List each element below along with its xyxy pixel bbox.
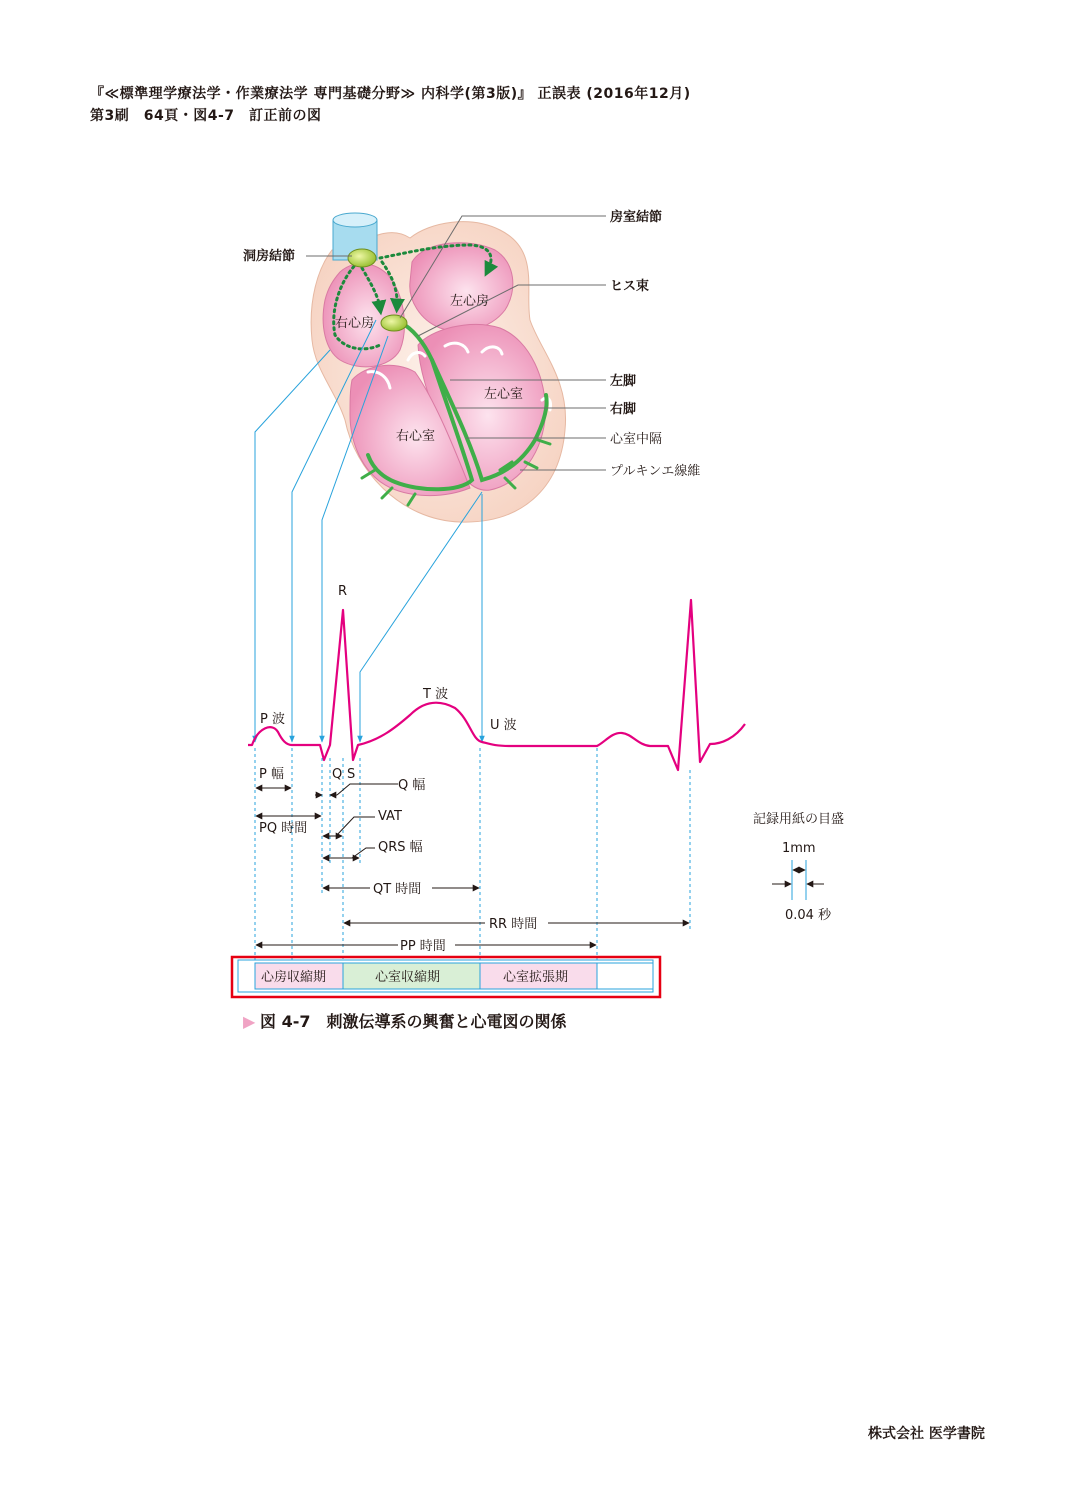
qrs-width-label: QRS 幅 (378, 840, 423, 855)
rr-time-label: RR 時間 (489, 917, 538, 932)
pq-time-label: PQ 時間 (259, 821, 308, 836)
av-node-label: 房室結節 (610, 210, 663, 225)
grid-scale-legend (753, 811, 844, 923)
right-ventricle-label: 右心室 (396, 429, 436, 444)
header-subtitle: 第3刷 64頁・図4-7 訂正前の図 (90, 108, 322, 124)
heart-diagram (311, 213, 565, 522)
ecg-trace (248, 600, 745, 770)
t-wave-label: T 波 (423, 687, 449, 702)
grid-scale-size: 1mm (782, 841, 816, 856)
phase-tail-cell (597, 963, 653, 989)
p-width-label: P 幅 (259, 767, 284, 782)
av-node (381, 315, 407, 331)
left-ventricle-label: 左心室 (484, 387, 524, 402)
right-bundle-label: 右脚 (610, 402, 637, 417)
septum-label: 心室中隔 (610, 432, 663, 447)
left-atrium (410, 243, 513, 331)
purkinje-label: プルキンエ線維 (610, 464, 701, 479)
phase-ventricular-systole-label: 心室収縮期 (375, 970, 441, 985)
header-title: 『≪標準理学療法学・作業療法学 専門基礎分野≫ 内科学(第3版)』 正誤表 (2016年12月) (90, 86, 691, 102)
grid-scale-title: 記録用紙の目盛 (753, 812, 845, 827)
interval-arrows (256, 784, 689, 945)
sa-node-label: 洞房結節 (243, 249, 296, 264)
right-atrium-label: 右心房 (335, 316, 375, 331)
figure-caption: 図 4-7 刺激伝導系の興奮と心電図の関係 (260, 1012, 567, 1031)
vat-label: VAT (378, 809, 402, 824)
left-atrium-label: 左心房 (450, 294, 490, 309)
caption-marker-icon: ▶ (243, 1012, 256, 1031)
left-bundle-label: 左脚 (610, 374, 637, 389)
sa-node (348, 249, 376, 267)
phase-ventricular-diastole-label: 心室拡張期 (503, 970, 569, 985)
his-bundle-label: ヒス束 (610, 279, 650, 294)
s-wave-label: S (347, 767, 356, 782)
r-wave-label: R (338, 584, 348, 599)
pp-time-label: PP 時間 (400, 939, 446, 954)
qt-time-label: QT 時間 (373, 882, 422, 897)
q-width-label: Q 幅 (398, 778, 426, 793)
phase-bar (232, 957, 660, 997)
publisher-name: 株式会社 医学書院 (868, 1426, 985, 1442)
phase-atrial-label: 心房収縮期 (261, 970, 327, 985)
grid-scale-time: 0.04 秒 (785, 908, 832, 923)
q-wave-label: Q (332, 767, 343, 782)
u-wave-label: U 波 (490, 718, 517, 733)
p-wave-label: P 波 (260, 712, 285, 727)
reference-lines (255, 748, 690, 962)
